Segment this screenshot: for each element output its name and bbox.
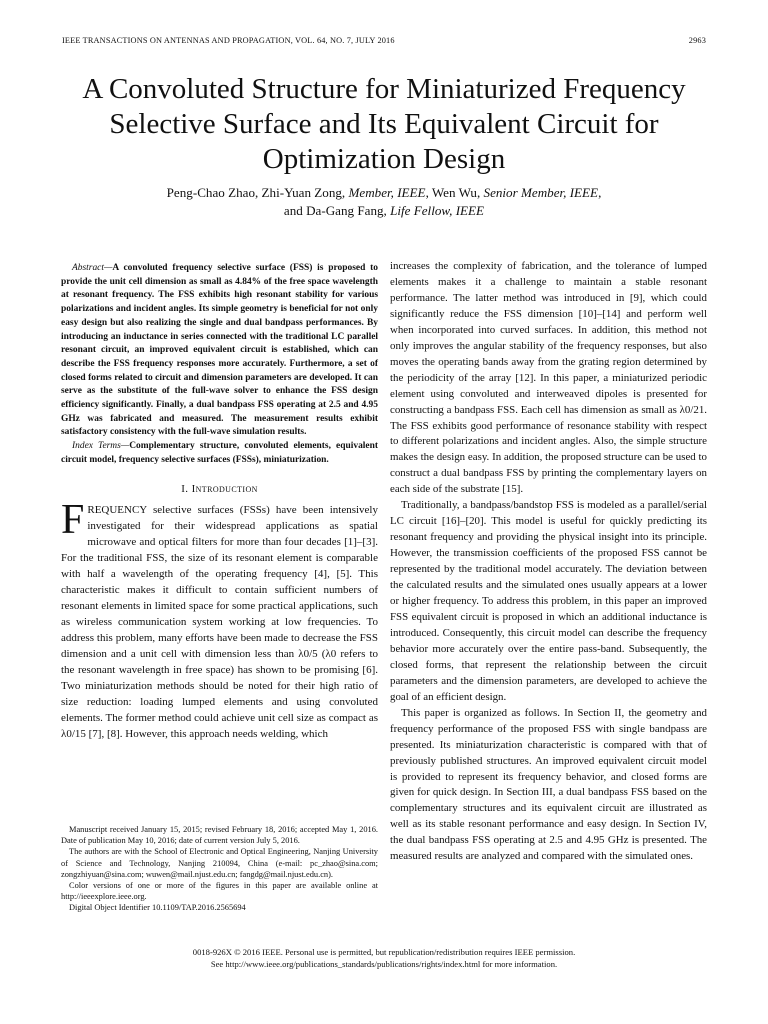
abstract: Abstract—A convoluted frequency selective surface (FSS) is proposed to provide the unit cell dimension as small as 4.84% of the free space wavelength at resonant frequency. The FSS exhibits high resonant stability for various polarizations and incident angles. Its simple geometry is beneficial for not only easy design but also realizing the single and dual bandpass performances. By introducing an inductance in series connected with the traditional LC parallel resonant circuit, an improved equivalent circuit is established, which can describe the FSS frequency responses more accurately. Furthermore, a set of closed forms related to circuit and dimension parameters are developed. It can serve as the substitute of the full-wave solver to enhance the FSS design efficiency significantly. Finally, a dual bandpass FSS operating at 2.5 and 4.95 GHz was fabricated and measured. The measurement results exhibit satisfactory consistency with the full-wave simulation results. <box>61 263 378 438</box>
index-terms: Index Terms—Complementary structure, convoluted elements, equivalent circuit model, frequency selective surfaces (FSSs), miniaturization. <box>61 441 378 465</box>
copyright-line-2: See http://www.ieee.org/publications_standards/publications/rights/index.html for more information. <box>210 959 558 969</box>
drop-cap: F <box>61 496 85 543</box>
footnote-color-versions: Color versions of one or more of the figures in this paper are available online at http://ieeexplore.ieee.org. <box>61 881 378 902</box>
author-line-2: and Da-Gang Fang, Life Fellow, IEEE <box>283 203 485 218</box>
footnote-doi: Digital Object Identifier 10.1109/TAP.2016.2565694 <box>69 903 246 913</box>
footnote-manuscript-dates: Manuscript received January 15, 2015; revised February 18, 2016; accepted May 1, 2016. Date of publication May 10, 2016; date of current version July 5, 2016. <box>61 825 378 846</box>
intro-paragraph-2: Traditionally, a bandpass/bandstop FSS is modeled as a parallel/serial LC circuit [16]–[20]. This model is useful for quickly predicting its resonant frequency and providing the physical insight into its principle. However, the transmission coefficients of the proposed FSS cannot be represented by the traditional model accurately. The deviation between the calculated results and the simulated ones usually appears at a lower or higher frequency. To address this problem, in this paper an improved FSS equivalent circuit is proposed in which an additional inductance is introduced. Consequently, this circuit model can describe the frequency behavior more accurately over the entire pass-band. Subsequently, the closed forms, that represent the relationship between the circuit parameters and the dimension parameters, are developed to achieve the goal of an efficient design. <box>390 499 707 703</box>
left-column <box>61 262 378 742</box>
title-line-1: A Convoluted Structure for Miniaturized Frequency <box>82 73 686 105</box>
right-column <box>390 259 707 865</box>
author-line-1: Peng-Chao Zhao, Zhi-Yuan Zong, Member, IEEE, Wen Wu, Senior Member, IEEE, <box>166 185 602 200</box>
copyright-line-1: 0018-926X © 2016 IEEE. Personal use is permitted, but republication/redistribution requires IEEE permission. <box>192 947 576 957</box>
journal-name: IEEE TRANSACTIONS ON ANTENNAS AND PROPAGATION, VOL. 64, NO. 7, JULY 2016 <box>62 36 395 45</box>
page-number: 2963 <box>688 36 706 45</box>
title-line-3: Optimization Design <box>262 143 506 175</box>
paper-title <box>40 72 728 177</box>
title-line-2: Selective Surface and Its Equivalent Circuit for <box>109 108 659 140</box>
first-page-footnote <box>61 824 378 914</box>
intro-paragraph-continued: increases the complexity of fabrication, and the tolerance of lumped elements makes it a challenge to maintain a stable resonant performance. The latter method was introduced in [9], which could significantly reduce the FSS dimension [10]–[14] and perform well when incorporated into curved surfaces. In addition, this method not only improves the angular stability of the frequency responses, but also moves the operating bands away from the grating region determined by the periodicity of the array [12]. In this paper, a miniaturized periodic element using convoluted and interweaved dipoles is presented for constructing a bandpass FSS. Each cell has dimension as small as λ0/21. The FSS exhibits good performance of resonance stability with respect to different polarizations and incident angles. Also, the simple structure makes the design easy. In addition, the proposed structure can be used to construct a dual bandpass FSS by printing the complementary layers on each side of the substrate [15]. <box>390 260 707 496</box>
running-header <box>62 36 706 45</box>
intro-paragraph-3: This paper is organized as follows. In Section II, the geometry and frequency performance of the proposed FSS with single bandpass are presented. Its miniaturization characteristic is compared with that of previously published structures. An improved equivalent circuit model is provided to represent its frequency behavior, and closed forms are given for quick design. In Section III, a dual bandpass FSS based on the complementary structures and its equivalent circuit are illustrated as well as its stable resonant performance and easy design. In Section IV, the dual bandpass FSS operating at 2.5 and 4.95 GHz is presented. The measured results are analyzed and compared with the simulated ones. <box>390 706 707 863</box>
intro-paragraph-1: FREQUENCY selective surfaces (FSSs) have been intensively investigated for their widespread applications as spatial microwave and optical filters for more than four decades [1]–[3]. For the traditional FSS, the size of its resonant element is comparable with half a wavelength of the operating frequency [4], [5]. This characteristic makes it difficult to contain sufficient numbers of resonant elements in limited space for some practical applications, such as wireless communication system working at low frequencies. To address this problem, many efforts have been made to decrease the FSS dimension and a unit cell with dimension less than λ0/5 (λ0 refers to the resonant wavelength in free space) has shown to be promising [6]. Two miniaturization methods should be noted for their high ratio of size reduction: loading lumped elements and using convoluted elements. The former method could achieve unit cell size as compact as λ0/15 [7], [8]. However, this approach needs welding, which <box>61 496 378 740</box>
footnote-affiliation: The authors are with the School of Electronic and Optical Engineering, Nanjing University of Science and Technology, Nanjing 210094, China (e-mail: pc_zhao@sina.com; zongzhiyuan@sina.com; wuwen@mail.njust.edu.cn; fangdg@mail.njust.edu.cn). <box>61 847 378 879</box>
copyright-notice <box>40 946 728 970</box>
section-heading-introduction: I. Introduction <box>181 482 258 495</box>
author-list <box>40 184 728 220</box>
introduction-text <box>61 496 378 742</box>
